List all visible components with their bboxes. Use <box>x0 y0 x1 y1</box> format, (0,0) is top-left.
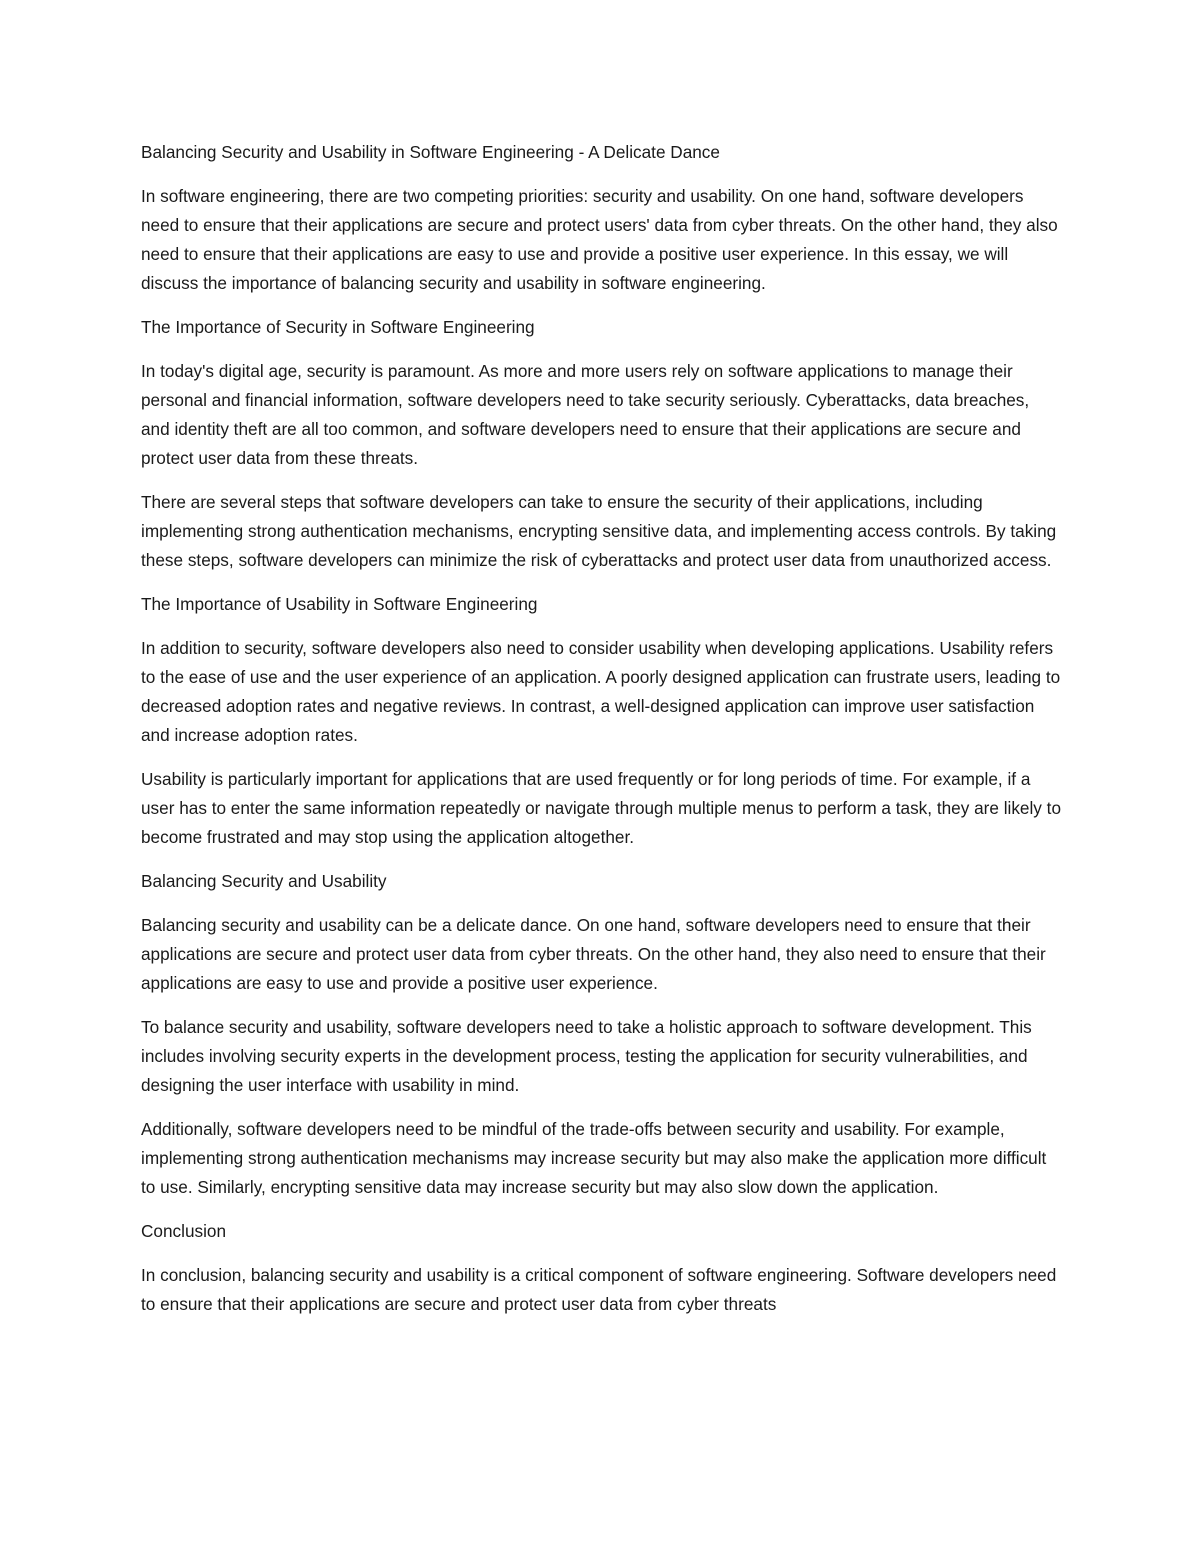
usability-paragraph-2: Usability is particularly important for applications that are used frequently or for long periods of time. For example, if a user has to enter the same information repeatedly or navigate through multiple menus to perform a task, they are likely to become frustrated and may stop using the application altogether. <box>141 769 1062 847</box>
section-heading-usability: The Importance of Usability in Software Engineering <box>141 594 538 614</box>
security-paragraph-2: There are several steps that software developers can take to ensure the security of their applications, including implementing strong authentication mechanisms, encrypting sensitive data, and implementing access controls. By taking these steps, software developers can minimize the risk of cyberattacks and protect user data from unauthorized access. <box>141 492 1057 570</box>
balancing-paragraph-2: To balance security and usability, software developers need to take a holistic approach to software development. This includes involving security experts in the development process, testing the application for security vulnerabilities, and designing the user interface with usability in mind. <box>141 1017 1032 1095</box>
section-heading-security: The Importance of Security in Software Engineering <box>141 317 535 337</box>
document-title: Balancing Security and Usability in Software Engineering - A Delicate Dance <box>141 142 720 162</box>
security-paragraph-1: In today's digital age, security is paramount. As more and more users rely on software applications to manage their personal and financial information, software developers need to take security seriously. Cyberattacks, data breaches, and identity theft are all too common, and software developers need to ensure that their applications are secure and protect user data from these threats. <box>141 361 1030 468</box>
section-heading-balancing: Balancing Security and Usability <box>141 871 387 891</box>
intro-paragraph: In software engineering, there are two competing priorities: security and usability. On one hand, software developers need to ensure that their applications are secure and protect users' data from cyber threats. On the other hand, they also need to ensure that their applications are easy to use and provide a positive user experience. In this essay, we will discuss the importance of balancing security and usability in software engineering. <box>141 186 1058 293</box>
conclusion-paragraph: In conclusion, balancing security and usability is a critical component of software engineering. Software developers need to ensure that their applications are secure and protect user data from cyber threats <box>141 1265 1057 1314</box>
usability-paragraph-1: In addition to security, software developers also need to consider usability when developing applications. Usability refers to the ease of use and the user experience of an application. A poorly designed application can frustrate users, leading to decreased adoption rates and negative reviews. In contrast, a well-designed application can improve user satisfaction and increase adoption rates. <box>141 638 1061 745</box>
balancing-paragraph-3: Additionally, software developers need to be mindful of the trade-offs between security and usability. For example, implementing strong authentication mechanisms may increase security but may also make the application more difficult to use. Similarly, encrypting sensitive data may increase security but may also slow down the application. <box>141 1119 1047 1197</box>
balancing-paragraph-1: Balancing security and usability can be a delicate dance. On one hand, software developers need to ensure that their applications are secure and protect user data from cyber threats. On the other hand, they also need to ensure that their applications are easy to use and provide a positive user experience. <box>141 915 1046 993</box>
section-heading-conclusion: Conclusion <box>141 1221 227 1241</box>
document-body <box>141 138 1061 1334</box>
